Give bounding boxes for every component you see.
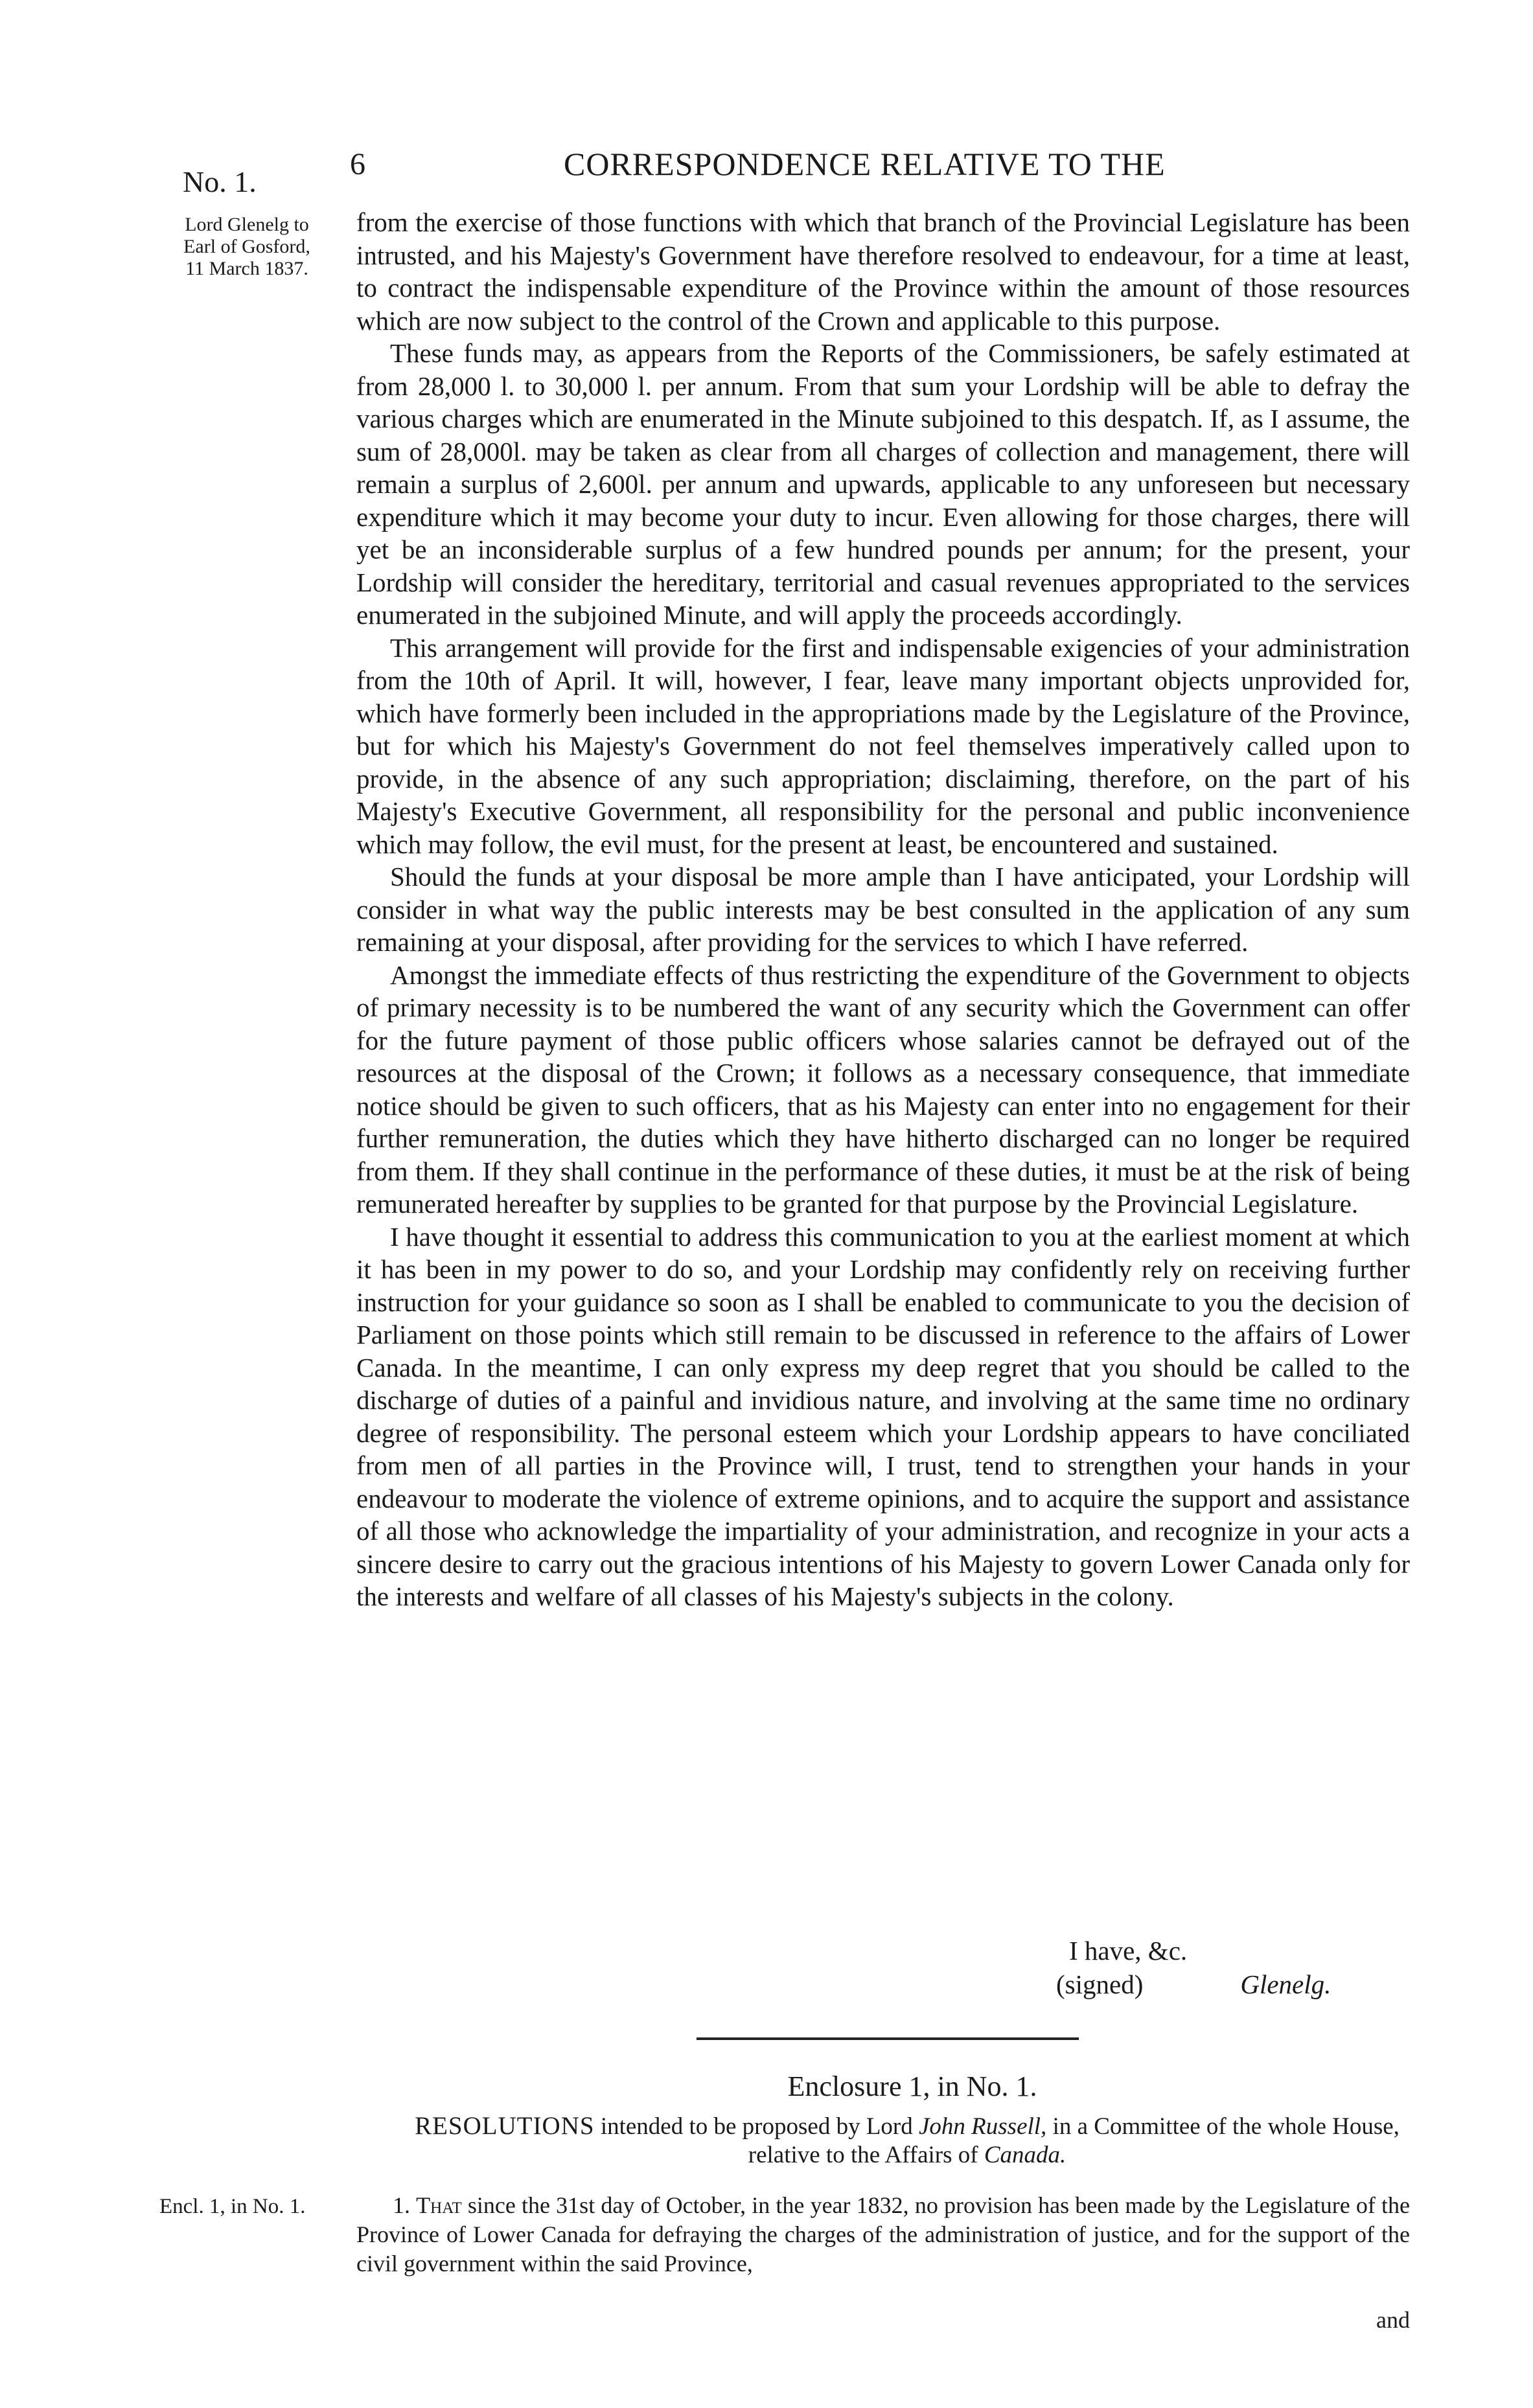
resolution-number: 1. bbox=[393, 2192, 410, 2218]
body-paragraph: Should the funds at your disposal be more ample than I have anticipated, your Lordship will consider in what way the public interests may be best consulted in the application of any sum remaining at your disposal, after providing for the services to which I have referred. bbox=[356, 862, 1410, 957]
body-paragraph: Amongst the immediate effects of thus restricting the expenditure of the Government to objects of primary necessity is to be numbered the want of any security which the Government can offer for the future payment of those public officers whose salaries cannot be defrayed out of the resources at the disposal of the Crown; it follows as a necessary consequence, that immediate notice should be given to such officers, that as his Majesty can enter into no engagement for their further remuneration, the duties which they have hitherto discharged can no longer be required from them. If they shall continue in the performance of these duties, it must be at the risk of being remunerated hereafter by supplies to be granted for that purpose by the Provincial Legislature. bbox=[356, 959, 1410, 1219]
resolutions-name: John Russell, bbox=[919, 2113, 1047, 2140]
letter-body bbox=[356, 206, 1410, 1613]
section-divider bbox=[697, 2037, 1079, 2040]
resolutions-caps: RESOLUTIONS bbox=[415, 2112, 595, 2140]
document-number: No. 1. bbox=[183, 165, 257, 198]
salutation: I have, &c. bbox=[1069, 1936, 1188, 1966]
margin-note-line: 11 March 1837. bbox=[185, 258, 308, 279]
resolution-lead: That bbox=[416, 2192, 462, 2218]
margin-note-line: Lord Glenelg to bbox=[185, 214, 309, 235]
resolution-text: since the 31st day of October, in the year 1832, no provision has been made by the Legislature of the Province of Lower Canada for defraying the charges of the administration of justice, and for the support of the civil government within the said Province, bbox=[356, 2192, 1410, 2276]
resolution-paragraph bbox=[356, 2191, 1410, 2278]
letter-closing bbox=[1056, 1934, 1331, 2001]
catchword: and bbox=[1376, 2307, 1410, 2333]
signature: Glenelg. bbox=[1240, 1969, 1331, 1999]
enclosure-heading: Enclosure 1, in No. 1. bbox=[787, 2070, 1037, 2102]
body-paragraph: These funds may, as appears from the Reports of the Commissioners, be safely estimated at from 28,000 l. to 30,000 l. per annum. From that sum your Lordship will be able to defray the various charges which are enumerated in the Minute subjoined to this despatch. If, as I assume, the sum of 28,000l. may be taken as clear from all charges of collection and management, there will remain a surplus of 2,600l. per annum and upwards, applicable to any unforeseen but necessary expenditure which it may become your duty to incur. Even allowing for those charges, there will yet be an inconsiderable surplus of a few hundred pounds per annum; for the present, your Lordship will consider the hereditary, territorial and casual revenues appropriated to the services enumerated in the subjoined Minute, and will apply the proceeds accordingly. bbox=[356, 338, 1410, 630]
body-paragraph: I have thought it essential to address this communication to you at the earliest moment at which it has been in my power to do so, and your Lordship may confidently rely on receiving further instruction for your guidance so soon as I shall be enabled to communicate to you the decision of Parliament on those points which still remain to be discussed in reference to the affairs of Lower Canada. In the meantime, I can only express my deep regret that you should be called to the discharge of duties of a painful and invidious nature, and involving at the same time no ordinary degree of responsibility. The personal esteem which your Lordship appears to have conciliated from men of all parties in the Province will, I trust, tend to strengthen your hands in your endeavour to moderate the violence of extreme opinions, and to acquire the support and assistance of all those who acknowledge the impartiality of your administration, and recognize in your acts a sincere desire to carry out the gracious intentions of his Majesty to govern Lower Canada only for the interests and welfare of all classes of his Majesty's subjects in the colony. bbox=[356, 1221, 1410, 1611]
resolutions-mid: in a Committee of the whole House, relative to the Affairs of bbox=[748, 2113, 1400, 2168]
resolutions-heading bbox=[389, 2112, 1425, 2170]
page-number: 6 bbox=[350, 147, 365, 181]
resolutions-place: Canada. bbox=[984, 2142, 1066, 2168]
running-title: CORRESPONDENCE RELATIVE TO THE bbox=[564, 146, 1166, 182]
enclosure-margin-note: Encl. 1, in No. 1. bbox=[159, 2195, 306, 2218]
body-paragraph: This arrangement will provide for the first and indispensable exigencies of your administration from the 10th of April. It will, however, I fear, leave many important objects unprovided for, which have formerly been included in the appropriations made by the Legislature of the Province, but for which his Majesty's Government do not feel themselves imperatively called upon to provide, in the absence of any such appropriation; disclaiming, therefore, on the part of his Majesty's Executive Government, all responsibility for the personal and public inconvenience which may follow, the evil must, for the present at least, be encountered and sustained. bbox=[356, 632, 1410, 859]
margin-note-line: Earl of Gosford, bbox=[183, 236, 310, 257]
margin-note bbox=[127, 214, 367, 280]
resolutions-intro: intended to be proposed by Lord bbox=[600, 2113, 913, 2140]
signed-label: (signed) bbox=[1056, 1969, 1144, 1999]
body-paragraph: from the exercise of those functions with which that branch of the Provincial Legislature has been intrusted, and his Majesty's Government have therefore resolved to endeavour, for a time at least, to contract the indispensable expenditure of the Province within the amount of those resources which are now subject to the control of the Crown and applicable to this purpose. bbox=[356, 207, 1410, 336]
